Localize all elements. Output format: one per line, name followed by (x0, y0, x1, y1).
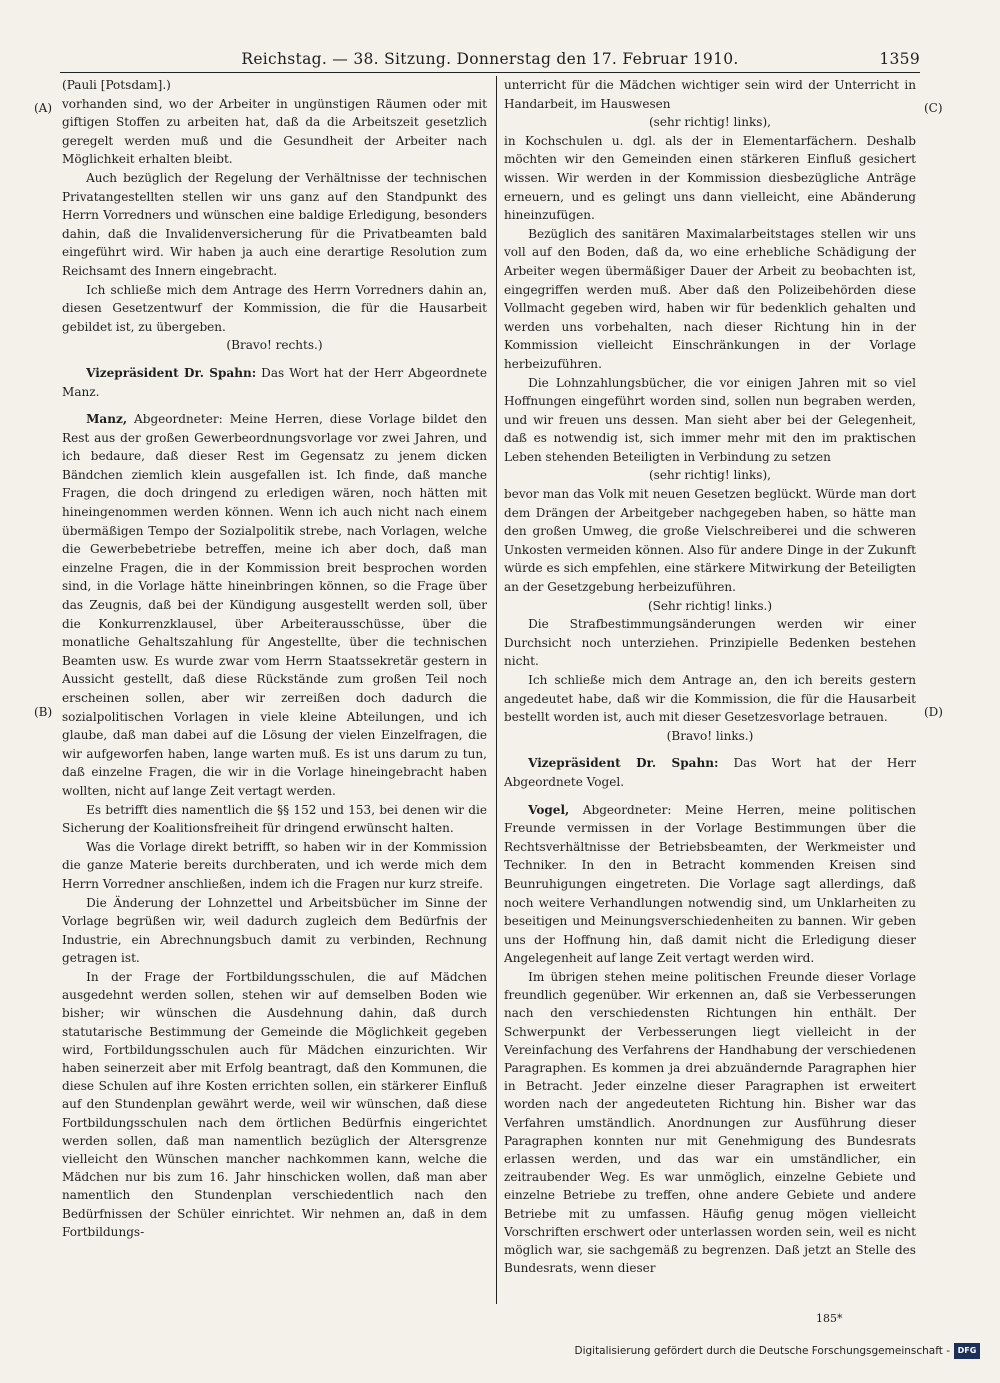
speaker-reference: (Pauli [Potsdam].) (62, 78, 171, 92)
paragraph: In der Frage der Fortbildungsschulen, die auf Mädchen ausgedehnt werden sollen, stehen wir auf demselben Boden wie bisher; wir wünschen die Ausdehnung dahin, daß durch statutarische Bestimmung der Gemeinde die Möglichkeit gegeben wird, Fortbildungsschulen auch für Mädchen einzurichten. Wir haben seinerzeit aber mit Erfolg beantragt, daß den Kommunen, die diese Schulen auf ihre Kosten errichten sollen, ein stärkerer Einfluß auf den Stundenplan gewährt werde, weil wir wünschen, daß diese Fortbildungsschulen nach dem örtlichen Bedürfnis eingerichtet werden sollen, daß man namentlich bezüglich der Altersgrenze vielleicht den Wünschen mancher nachkommen kann, welche die Mädchen nur bis zum 16. Jahr hinschicken wollen, daß man aber namentlich den Stundenplan verschiedentlich nach den Bedürfnissen der Schüler einrichtet. Wir nehmen an, daß in dem Fortbildungs- (62, 969, 487, 1239)
chair-statement: Vizepräsident Dr. Spahn: Das Wort hat der Herr Abgeordnete Manz. (62, 365, 487, 399)
margin-mark-d: (D) (924, 705, 943, 719)
paragraph: Die Lohnzahlungsbücher, die vor einigen Jahren mit so viel Hoffnungen eingeführt worden sind, sollen nun begraben werden, und wir freuen uns dessen. Man sieht aber bei der Gelegenheit, daß es notwendig ist, sich immer mehr mit den im praktischen Leben stehenden Beteiligten in Verbindung zu setzen (504, 375, 916, 464)
speaker-name: Vizepräsident Dr. Spahn: (528, 756, 719, 771)
interjection: (sehr richtig! links), (648, 115, 772, 130)
paragraph: Die Änderung der Lohnzettel und Arbeitsbücher im Sinne der Vorlage begrüßen wir, weil dadurch zugleich dem Bedürfnis der Industrie, ein Abrechnungsbuch damit zu verbinden, Rechnung getragen ist. (62, 895, 487, 966)
speech-paragraph: Manz, Abgeordneter: Meine Herren, diese Vorlage bildet den Rest aus der großen Gewerbeordnungsvorlage vor zwei Jahren, und ich bedaure, daß dieser Rest im Gegensatz zu jenem dicken Bändchen ziemlich klein ausgefallen ist. Ich finde, daß manche Fragen, die doch dringend zu erledigen wären, noch hätten mit hineingenommen werden können. Wenn ich auch nicht nach einem übermäßigen Tempo der Sozialpolitik strebe, nach Vorlagen, welche die Gewerbebetriebe betreffen, meine ich aber doch, daß man einzelne Fragen, die in der Kommission breit besprochen worden sind, in die Vorlage hätte hineinbringen können, so die Frage über das Zeugnis, daß bei der Kündigung ausgestellt werden soll, über die Konkurrenzklausel, über Arbeiterausschüsse, über die monatliche Gehaltszahlung für Angestellte, über die technischen Beamten usw. Es wurde zwar vom Herrn Staatssekretär gestern in Aussicht gestellt, daß diese Rückstände zum großen Teil noch erscheinen sollen, aber wir zerreißen doch dadurch die sozialpolitischen Vorlagen in viele kleine Abteilungen, und ich glaube, daß man dabei auf die Lösung der vielen Einzelfragen, die wir aufgeworfen haben, lange warten muß. Es ist uns darum zu tun, daß einzelne Fragen, die wir in die Vorlage hineingebracht haben wollten, nicht auf lange Zeit vertagt werden. (62, 412, 487, 798)
paragraph: Was die Vorlage direkt betrifft, so haben wir in der Kommission die ganze Materie bereits durchberaten, und ich werde mich dem Herrn Vorredner anschließen, indem ich die Fragen nur kurz streife. (62, 839, 487, 891)
speech-paragraph: Vogel, Abgeordneter: Meine Herren, meine politischen Freunde vermissen in der Vorlage Bestimmungen über die Rechtsverhältnisse der Betriebsbeamten, der Werkmeister und Techniker. In den in Betracht kommenden Kreisen sind Beunruhigungen eingetreten. Die Vorlage sagt allerdings, daß noch weitere Verhandlungen notwendig sind, um Unklarheiten zu beseitigen und Meinungsverschiedenheiten zu bannen. Wir geben uns der Hoffnung hin, daß damit nicht die Erledigung dieser Angelegenheit auf lange Zeit vertagt werden wird. (504, 802, 916, 966)
dfg-logo: DFG (954, 1343, 980, 1359)
sheet-signature: 185* (816, 1312, 843, 1325)
paragraph: Ich schließe mich dem Antrage des Herrn Vorredners dahin an, diesen Gesetzentwurf der Kommission, die für die Hausarbeit gebildet ist, zu übergeben. (62, 282, 487, 334)
header-rule (60, 72, 920, 73)
paragraph: Ich schließe mich dem Antrage an, den ich bereits gestern angedeutet habe, daß wir die Kommission, die für die Hausarbeit bestellt worden ist, auch mit dieser Gesetzesvorlage betrauen. (504, 673, 916, 725)
paragraph: unterricht für die Mädchen wichtiger sein wird der Unterricht in Handarbeit, im Hauswesen (504, 78, 916, 111)
paragraph: Auch bezüglich der Regelung der Verhältnisse der technischen Privatangestellten stellen wir uns ganz auf den Standpunkt des Herrn Vorredners und wünschen eine baldige Erledigung, besonders dahin, daß die Invalidenversicherung für die Privatbeamten bald eingeführt wird. Wir haben ja auch eine derartige Resolution zum Reichsamt des Innern eingebracht. (62, 170, 487, 278)
margin-mark-c: (C) (924, 101, 943, 115)
paragraph: Die Strafbestimmungsänderungen werden wir einer Durchsicht noch unterziehen. Prinzipielle Bedenken bestehen nicht. (504, 617, 916, 669)
left-column (62, 76, 487, 1306)
speaker-name: Manz, (86, 412, 128, 427)
paragraph: Es betrifft dies namentlich die §§ 152 und 153, bei denen wir die Sicherung der Koalitionsfreiheit für dringend erwünscht halten. (62, 802, 487, 836)
speaker-name: Vizepräsident Dr. Spahn: (86, 365, 257, 380)
paragraph: vorhanden sind, wo der Arbeiter in ungünstigen Räumen oder mit giftigen Stoffen zu arbeiten hat, daß da die Arbeitszeit gesetzlich geregelt werden muß und die Gesundheit der Arbeiter nach Möglichkeit erhalten bleibt. (62, 96, 487, 167)
paragraph: Bezüglich des sanitären Maximalarbeitstages stellen wir uns voll auf den Boden, daß da, wo eine erhebliche Schädigung der Arbeiter wegen übermäßiger Dauer der Arbeit zu beobachten ist, eingegriffen werden muß. Aber daß den Polizeibehörden diese Vollmacht gegeben wird, haben wir für bedenklich gehalten und werden uns vorbehalten, nach dieser Richtung hin in der Kommission vielleicht Einschränkungen in der Vorlage herbeizuführen. (504, 226, 916, 371)
digitization-footer (574, 1341, 980, 1363)
running-title: Reichstag. — 38. Sitzung. Donnerstag den 17. Februar 1910. (241, 50, 739, 68)
margin-mark-a: (A) (34, 101, 53, 115)
paragraph: in Kochschulen u. dgl. als der in Elementarfächern. Deshalb möchten wir den Gemeinden einen stärkeren Einfluß gesichert wissen. Wir werden in der Kommission diesbezügliche Anträge erneuern, und es gelingt uns dann vielleicht, eine Abänderung hineinzufügen. (504, 133, 916, 223)
interjection: (Bravo! rechts.) (226, 338, 323, 353)
column-divider (496, 76, 497, 1304)
interjection: (sehr richtig! links), (648, 468, 772, 483)
page-header (60, 46, 920, 70)
chair-statement: Vizepräsident Dr. Spahn: Das Wort hat der Herr Abgeordnete Vogel. (504, 756, 916, 789)
page-number: 1359 (879, 50, 920, 68)
margin-mark-b: (B) (34, 705, 53, 719)
interjection: (Sehr richtig! links.) (647, 598, 773, 613)
interjection: (Bravo! links.) (666, 728, 754, 743)
paragraph: Im übrigen stehen meine politischen Freunde dieser Vorlage freundlich gegenüber. Wir erkennen an, daß sie Verbesserungen nach den verschiedensten Richtungen hin enthält. Der Schwerpunkt der Verbesserungen liegt vielleicht in der Vereinfachung des Verfahrens der Handhabung der verschiedenen Paragraphen. Es kommen ja drei abzuändernde Paragraphen hier in Betracht. Jeder einzelne dieser Paragraphen ist erweitert worden nach der angedeuteten Richtung hin. Bisher war das Verfahren umständlich. Anordnungen zur Ausführung dieser Paragraphen konnten nur mit Genehmigung des Bundesrats erlassen werden, und das war ein umständlicher, ein zeitraubender Weg. Es war unmöglich, einzelne Gebiete und einzelne Betriebe zu treffen, ohne andere Gebiete und andere Betriebe mit zu umfassen. Häufig genug mögen vielleicht Vorschriften erschwert oder unterlassen worden sein, weil es nicht möglich war, sie sachgemäß zu begrenzen. Daß jetzt an Stelle des Bundesrats, wenn dieser (504, 969, 916, 1276)
paragraph: bevor man das Volk mit neuen Gesetzen beglückt. Würde man dort dem Drängen der Arbeitgeber nachgegeben haben, so hätte man den großen Umweg, die große Vielschreiberei und die schweren Unkosten vermeiden können. Also für andere Dinge in der Zukunft würde es sich empfehlen, eine stärkere Mitwirkung der Beteiligten an der Gesetzgebung herbeizuführen. (504, 487, 916, 595)
right-column (504, 76, 916, 1306)
footer-credit: Digitalisierung gefördert durch die Deutsche Forschungsgemeinschaft - (574, 1345, 950, 1357)
speaker-name: Vogel, (528, 802, 570, 817)
